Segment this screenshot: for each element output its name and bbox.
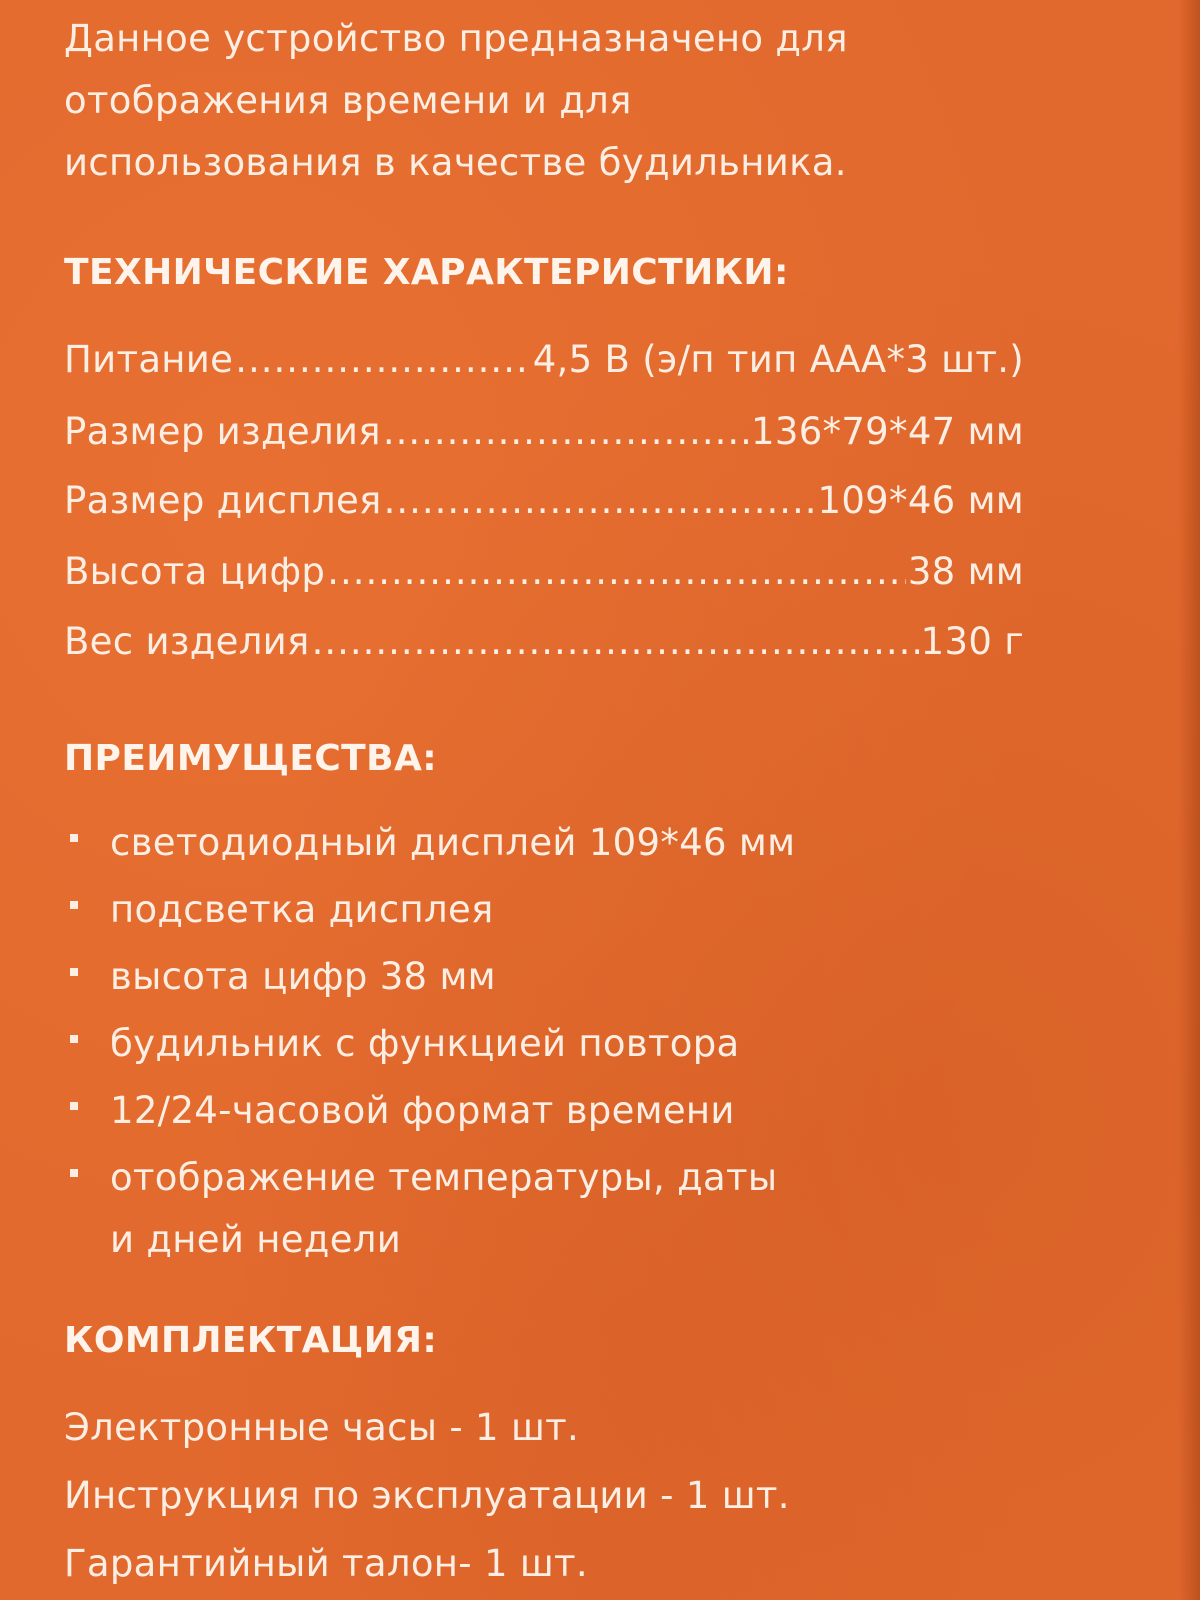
leader-dots	[235, 338, 530, 381]
spec-value: 38 мм	[907, 550, 1024, 593]
list-item: высота цифр 38 мм	[64, 946, 1064, 1013]
intro-line: использования в качестве будильника.	[64, 141, 847, 184]
spec-value: 4,5 В (э/п тип ААА*3 шт.)	[532, 338, 1024, 381]
leader-dots	[327, 550, 906, 593]
list-item-continuation: и дней недели	[110, 1218, 402, 1261]
intro-paragraph	[64, 8, 1064, 194]
list-item: будильник с функцией повтора	[64, 1013, 1064, 1080]
list-item: Инструкция по эксплуатации - 1 шт.	[64, 1474, 790, 1517]
leader-dots	[312, 620, 919, 663]
bullet-marker-icon	[70, 968, 78, 976]
advantages-list	[64, 812, 1064, 1277]
bullet-marker-icon	[70, 834, 78, 842]
list-item: Электронные часы - 1 шт.	[64, 1406, 580, 1449]
leader-dots	[383, 410, 749, 453]
bullet-marker-icon	[70, 901, 78, 909]
leader-dots	[384, 479, 816, 522]
spec-label: Размер изделия	[64, 410, 381, 453]
spec-label: Размер дисплея	[64, 479, 382, 522]
spec-value: 109*46 мм	[817, 479, 1024, 522]
spec-value: 136*79*47 мм	[751, 410, 1024, 453]
list-item: подсветка дисплея	[64, 879, 1064, 946]
spec-value: 130 г	[920, 620, 1024, 663]
spec-label: Высота цифр	[64, 550, 326, 593]
bullet-marker-icon	[70, 1102, 78, 1110]
list-item: Гарантийный талон- 1 шт.	[64, 1542, 588, 1585]
product-info-panel	[64, 0, 1174, 1600]
list-item: светодиодный дисплей 109*46 мм	[64, 812, 1064, 879]
list-item: 12/24-часовой формат времени	[64, 1080, 1064, 1147]
intro-line: Данное устройство предназначено для	[64, 17, 848, 60]
spec-row-power	[64, 338, 1024, 390]
list-item: отображение температуры, даты и дней недели	[64, 1147, 1064, 1277]
spec-label: Вес изделия	[64, 620, 310, 663]
spec-row-digit-height	[64, 550, 1024, 602]
package-heading: КОМПЛЕКТАЦИЯ:	[64, 1320, 438, 1361]
page-edge-shadow	[1178, 0, 1200, 1600]
bullet-marker-icon	[70, 1169, 78, 1177]
spec-row-display-size	[64, 479, 1024, 531]
package-list	[64, 1394, 790, 1598]
specs-heading: ТЕХНИЧЕСКИЕ ХАРАКТЕРИСТИКИ:	[64, 252, 789, 293]
spec-row-weight	[64, 620, 1024, 672]
spec-row-product-size	[64, 410, 1024, 462]
bullet-marker-icon	[70, 1035, 78, 1043]
intro-line: отображения времени и для	[64, 79, 632, 122]
advantages-heading: ПРЕИМУЩЕСТВА:	[64, 738, 438, 779]
spec-label: Питание	[64, 338, 234, 381]
